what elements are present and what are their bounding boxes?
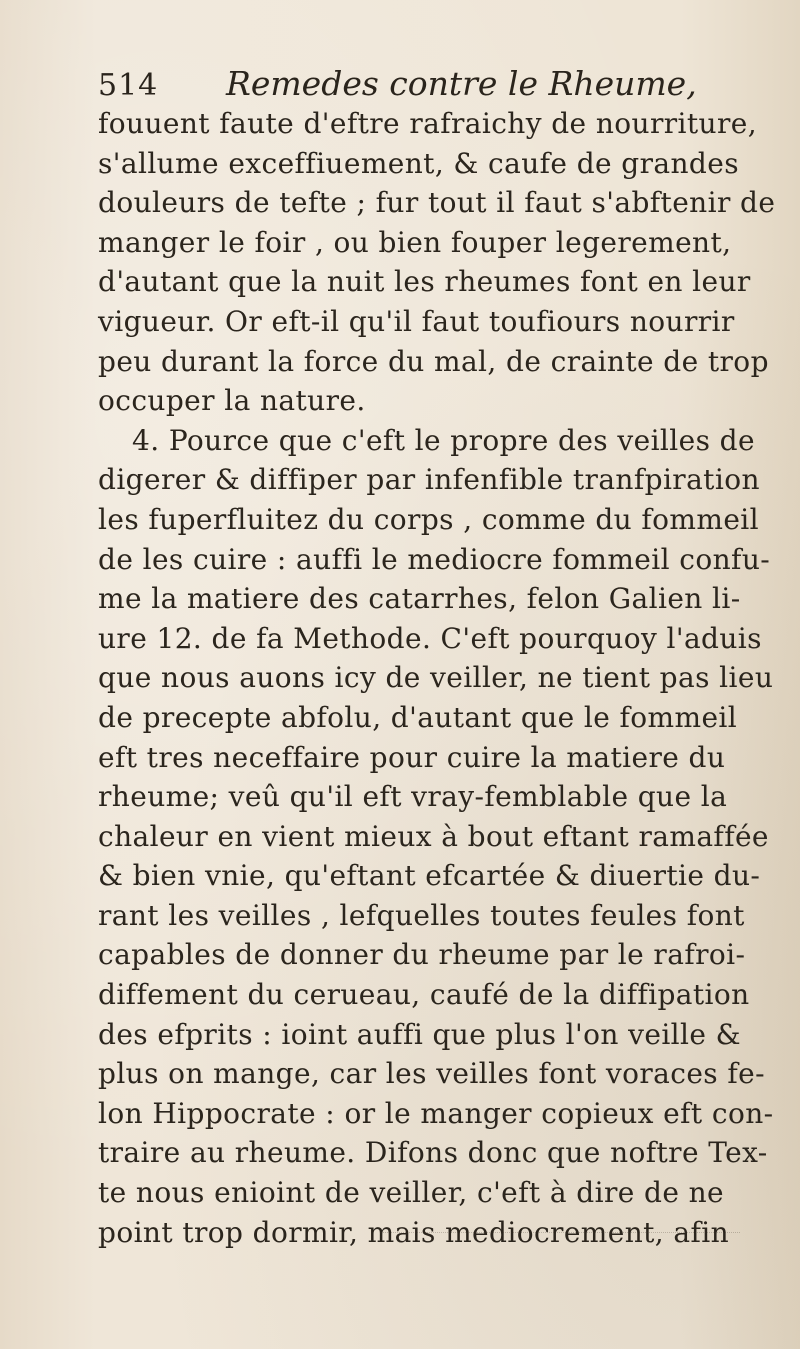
text-line: te nous enioint de veiller, c'eft à dire de ne xyxy=(98,1176,724,1210)
text-line: ure 12. de fa Methode. C'eft pourquoy l'aduis xyxy=(98,621,762,655)
text-line: rant les veilles , lefquelles toutes feules font xyxy=(98,898,745,932)
text-line: traire au rheume. Difons donc que noftre Tex- xyxy=(98,1136,768,1170)
text-line: & bien vnie, qu'eftant efcartée & diuertie du- xyxy=(98,859,761,893)
text-line: digerer & diffiper par infenfible tranfpiration xyxy=(98,463,760,497)
text-line: capables de donner du rheume par le rafroi- xyxy=(98,938,746,972)
text-line: occuper la nature. xyxy=(98,384,366,418)
text-line: eft tres neceffaire pour cuire la matiere du xyxy=(98,740,726,774)
running-title: Remedes contre le Rheume, xyxy=(226,64,697,103)
text-line: les fuperfluitez du corps , comme du fommeil xyxy=(98,502,759,536)
text-line: plus on mange, car les veilles font voraces fe- xyxy=(98,1057,765,1091)
text-line: manger le foir , ou bien fouper legerement, xyxy=(98,225,732,259)
text-line: d'autant que la nuit les rheumes font en leur xyxy=(98,265,751,299)
text-line: rheume; veû qu'il eft vray-femblable que la xyxy=(98,780,728,814)
text-line: me la matiere des catarrhes, felon Galien li- xyxy=(98,582,741,616)
text-line: vigueur. Or eft-il qu'il faut toufiours nourrir xyxy=(98,304,735,338)
text-line: point trop dormir, mais mediocrement, afin xyxy=(98,1215,730,1249)
text-line: douleurs de tefte ; fur tout il faut s'abftenir de xyxy=(98,186,776,220)
text-line: diffement du cerueau, caufé de la diffipation xyxy=(98,978,750,1012)
text-line: de precepte abfolu, d'autant que le fommeil xyxy=(98,700,738,734)
text-line: s'allume exceffiuement, & caufe de grandes xyxy=(98,146,739,180)
text-line: des efprits : ioint auffi que plus l'on veille & xyxy=(98,1017,741,1051)
page-number: 514 xyxy=(98,68,159,103)
text-line: chaleur en vient mieux à bout eftant ramaffée xyxy=(98,819,769,853)
text-line: lon Hippocrate : or le manger copieux eft con- xyxy=(98,1096,774,1130)
text-line: que nous auons icy de veiller, ne tient pas lieu xyxy=(98,661,774,695)
body-text xyxy=(98,104,798,1252)
ink-smudge xyxy=(380,1232,740,1241)
paragraph-start-line: 4. Pource que c'eft le propre des veilles de xyxy=(132,423,755,457)
text-line: peu durant la force du mal, de crainte de trop xyxy=(98,344,769,378)
text-line: de les cuire : auffi le mediocre fommeil confu- xyxy=(98,542,771,576)
text-line: fouuent faute d'eftre rafraichy de nourriture, xyxy=(98,107,758,140)
